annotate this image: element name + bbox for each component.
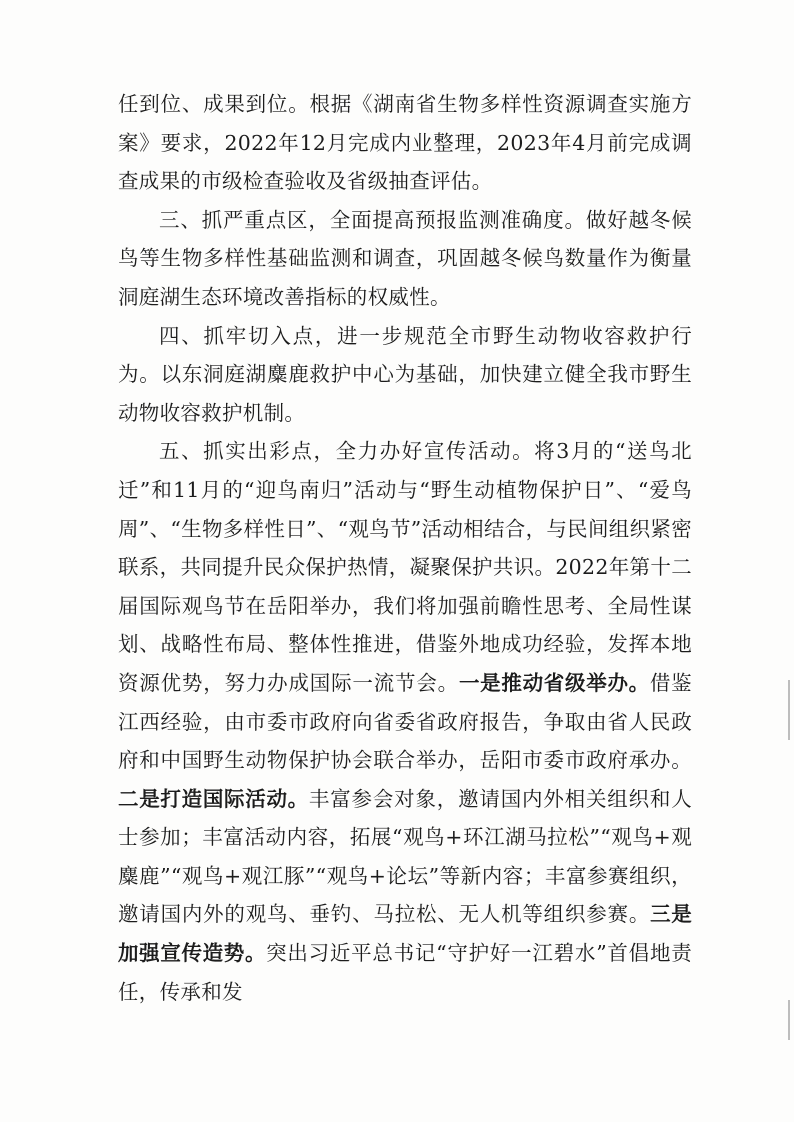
text-run: 任到位、成果到位。根据《湖南省生物多样性资源调查实施方案》要求，2022年12月完成内业整理，2023年4月前完成调查成果的市级检查验收及省级抽查评估。: [118, 92, 692, 194]
body-text: [118, 85, 692, 1011]
text-run: 做好越冬候鸟等生物多样性基础监测和调查，巩固越冬候鸟数量作为衡量洞庭湖生态环境改善指标的权威性。: [118, 207, 693, 309]
bold-point-two: 二是打造国际活动。: [118, 786, 309, 811]
paragraph-section-three: [118, 201, 692, 317]
bold-point-three: 三是加强宣传造势。: [118, 902, 692, 966]
section-five-heading: 五、抓实出彩点，全力办好宣传活动。: [159, 439, 535, 464]
paragraph-section-five: [118, 432, 692, 1011]
text-run: 以东洞庭湖麋鹿救护中心为基础，加快建立健全我市野生动物收容救护机制。: [118, 362, 692, 425]
text-run: 借鉴江西经验，由市委市政府向省委省政府报告，争取由省人民政府和中国野生动物保护协会联合举办，岳阳市委市政府承办。: [118, 670, 692, 773]
paragraph-method-plan: [118, 85, 692, 201]
text-run: 丰富参会对象，邀请国内外相关组织和人士参加；丰富活动内容，拓展“观鸟+环江湖马拉松”“观鸟+观麋鹿”“观鸟+观江豚”“观鸟+论坛”等新内容；丰富参赛组织，邀请国内外的观鸟、垂钓、马拉松、无人机等组织参赛。: [118, 786, 692, 927]
section-four-heading: 四、抓牢切入点，进一步规范全市野生动物收容救护行为。: [118, 323, 692, 387]
text-run: 将3月的“送鸟北迁”和11月的“迎鸟南归”活动与“野生动植物保护日”、“爱鸟周”、“生物多样性日”、“观鸟节”活动相结合，与民间组织紧密联系，共同提升民众保护热情，凝聚保护共识。2022年第十二届国际观鸟节在岳阳举办，我们将加强前瞻性思考、全局性谋划、战略性布局、整体性推进，借鉴外地成功经验，发挥本地资源优势，努力办成国际一流节会。: [118, 439, 692, 695]
scan-edge-mark: [788, 680, 790, 740]
section-three-heading: 三、抓严重点区，全面提高预报监测准确度。: [159, 207, 586, 232]
text-run: 突出习近平总书记“守护好一江碧水”首倡地责任，传承和发: [118, 941, 693, 1004]
scan-edge-mark: [788, 1000, 790, 1040]
paragraph-section-four: [118, 317, 692, 433]
bold-point-one: 一是推动省级举办。: [458, 670, 650, 695]
